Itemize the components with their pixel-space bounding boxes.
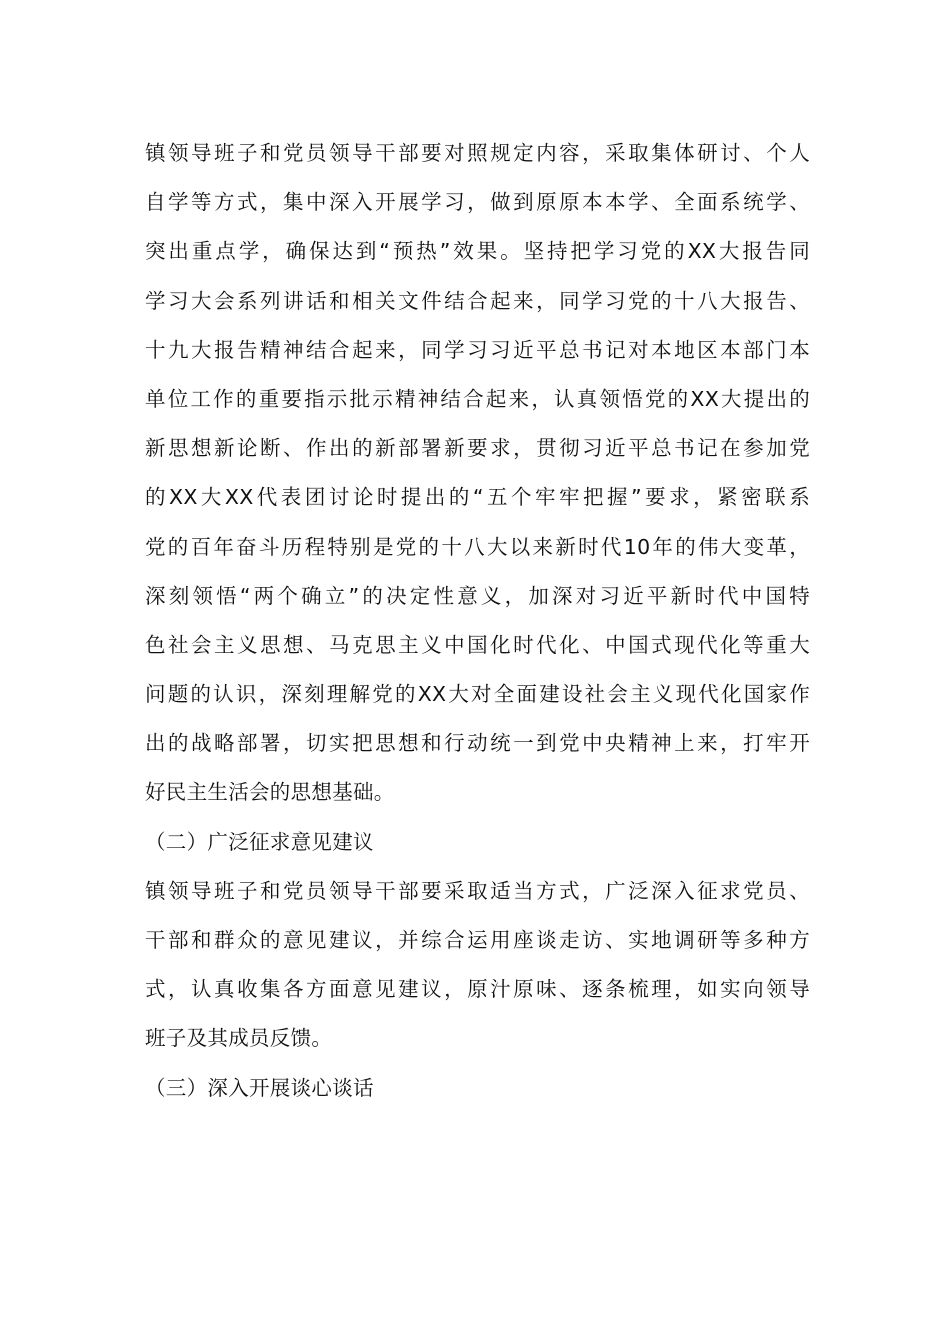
paragraph-line: 色社会主义思想、马克思主义中国化时代化、中国式现代化等重大 — [145, 632, 810, 657]
paragraph-line: 出的战略部署，切实把思想和行动统一到党中央精神上来，打牢开 — [145, 731, 810, 756]
paragraph-line: 班子及其成员反馈。 — [145, 1026, 333, 1051]
paragraph-line: 干部和群众的意见建议，并综合运用座谈走访、实地调研等多种方 — [145, 928, 810, 952]
paragraph-line: 好民主生活会的思想基础。 — [145, 780, 395, 805]
paragraph-line: 镇领导班子和党员领导干部要对照规定内容，采取集体研讨、个人 — [145, 141, 810, 165]
paragraph-line: 学习大会系列讲话和相关文件结合起来，同学习党的十八大报告、 — [145, 288, 810, 313]
paragraph-line: 自学等方式，集中深入开展学习，做到原原本本学、全面系统学、 — [145, 190, 810, 215]
paragraph-line: 的XX大XX代表团讨论时提出的“五个牢牢把握”要求，紧密联系 — [145, 485, 810, 510]
section-heading-solicit-opinions: （二）广泛征求意见建议 — [145, 829, 374, 854]
paragraph-line: 问题的认识，深刻理解党的XX大对全面建设社会主义现代化国家作 — [145, 682, 810, 707]
paragraph-opinions — [145, 869, 810, 1066]
paragraph-line: 十九大报告精神结合起来，同学习习近平总书记对本地区本部门本 — [145, 337, 810, 362]
paragraph-line: 突出重点学，确保达到“预热”效果。坚持把学习党的XX大报告同 — [145, 239, 810, 264]
document-body — [145, 131, 810, 1115]
paragraph-line: 深刻领悟“两个确立”的决定性意义，加深对习近平新时代中国特 — [145, 583, 810, 608]
section-heading-heart-talks: （三）深入开展谈心谈话 — [145, 1075, 374, 1100]
paragraph-study — [145, 131, 810, 820]
paragraph-line: 式，认真收集各方面意见建议，原汁原味、逐条梳理，如实向领导 — [145, 977, 810, 1002]
paragraph-line: 党的百年奋斗历程特别是党的十八大以来新时代10年的伟大变革， — [145, 534, 810, 559]
paragraph-line: 镇领导班子和党员领导干部要采取适当方式，广泛深入征求党员、 — [145, 878, 810, 903]
paragraph-line: 新思想新论断、作出的新部署新要求，贯彻习近平总书记在参加党 — [145, 436, 810, 461]
paragraph-line: 单位工作的重要指示批示精神结合起来，认真领悟党的XX大提出的 — [145, 386, 810, 411]
